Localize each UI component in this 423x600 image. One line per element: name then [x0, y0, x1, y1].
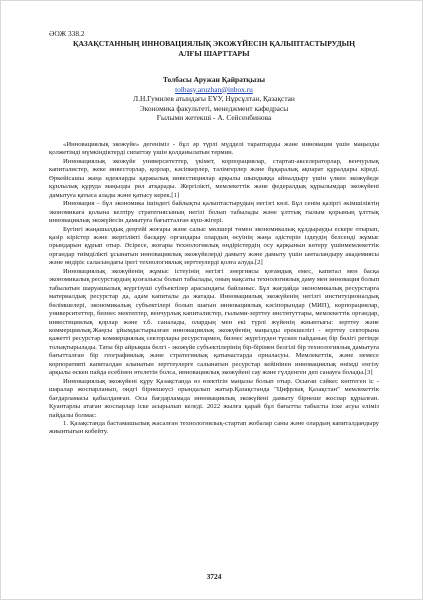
article-title	[49, 39, 379, 59]
author-block	[49, 75, 379, 123]
body-paragraph: «Инновациялық экожүйе» дегеніміз - бұл әр түрлі мүдделі тараптарды және инновация үшін маңызды қолжетімді мүмкіндіктерді сипаттау үшін қолданылатын термин.	[49, 141, 379, 157]
author-affiliation: Л.Н.Гумилев атындағы ЕҰУ, Нұрсұлтан, Қазақстан	[133, 94, 295, 104]
title-line-2: АЛҒЫ ШАРТТАРЫ	[178, 49, 250, 58]
author-advisor: Ғылыми жетекші - А. Сейсенбинова	[156, 113, 272, 123]
body-paragraph: Инновациялық экожүйенің жұмыс істеуінің негізгі энергиясы қоғамдық емес, капитал мен басқа экономикалық ресурстардың қозғалысы болып табылады, оның мақсаты технологиялық даму мен инновация болып табылатын шаруашылық жүргізуші субъектілер арасындағы байланыс. Бұл жағдайда экономикалық ресурстарға материалдық ресурстар да, адам капиталы да жатады. Инновациялық экожүйенің негізгі институционалдық бөлімшелері, экономикалық субъектілері болып шағын инновациялық кәсіпорындар (МИП), корпорациялар, университеттер, бизнес мектептер, венчурлық капиталистер, ғылыми-зерттеу институттары, мемлекеттік органдар, инвестициялық қорлар және т.б. саналады, олардың мен екі түрлі жүйенің жиынтығы: зерттеу және коммерциялық.Жаңсы ұйымдастырылған инновациялық экожүйенің маңызды ерекшелігі - зерттеу секторына қажетті ресурстар коммерциялық секторлары ресурстармен, бизнес жүргізуден түскен пайданың бір бөлігі ретінде толықтырылады. Таты бір айрықша белгі - экожүйе субъектілерінің бір-бірімен белгілі бір технологиялық дамытуға бағытталған бір географиялық және стратегиялық қатынастарда орналасуы. Мемлекеттік, және немесе корпоративті капиталдан алынатын зерттеулерге салынатын ресурстар кейінінен инновациялық өнімді енгізу арқылы өскен пайда есебінен өтелетін болса, инновациялық экожүйені сау және гүлденген деп санауға болады.[3]	[49, 267, 379, 377]
body-paragraph: Бүгінгі жаңашылдық деңгейі жоғары және салыс мөлшері төмен экономикалық құлдырауды ескере отырып, қазір кірістер және жергілікті басқару органдары олардың өсуінің жаңа әдістерін іздеудің белсенді жұмыс орындарын құрып отыр. Әсіресе, жоғары технологиялық өндірістердің осу қарқынын көтеру үшінмемлекеттік органдар тиімділікті ұсынатын инновациялық экожүйелерді дамыту және дамыту үшін ынталандыру академиясы және өндіріс саласындағы ірегі технологиялық зерттеулерді қолға алуда.[2]	[49, 225, 379, 267]
article-body	[49, 141, 379, 437]
body-paragraph: Инновациялық экожүйені құру Қазақстанда өз өзектігін маңызы болып отыр. Осыған сәйкес көптеген іс - шаралар жоспарланып, оидгі бірнешеусі орындалып жатыр.Қазақстанда "Цифрлық Қазақстан" мемлекеттік бағдарламасы қабылданған. Осы бағдарламада инновациялық экожүйені дамыту бірнеше жоспар құрылған. Қуантарлы атаған жоспарлар іске асырылып келеді. 2022 жылға қарай бұл бағытты табысты іске асуы еліміз пайдалы болмас:	[49, 377, 379, 419]
udc-code: ӘОЖ 338.2	[49, 29, 85, 38]
page-number: 3724	[206, 572, 222, 581]
author-name: Толбасы Аружан Қайратқызы	[162, 75, 266, 84]
body-paragraph: Инновациялық экожүйе университеттер, үкімет, корпорациялар, стартап-акселераторлар, венчурлық капиталистер, жеке инвесторлар, қорлар, кәсіпкерлер, тәлімгерлер және бұқаралық ақпарат құралдары кіреді. Өркейісашы жаңа идеяларды қаржылық инвестициялар арқылы шындыққа айналдыру үшін үлкен экожүйеде құнлылық құруда маңызды рөл атқарады. Жергілікті, мемлекеттік және федералдық құрылымдар экожүйені дамытуға қатыса алады және қатысу керек.[1]	[49, 157, 379, 199]
body-paragraph-list-item: 1. Қазақстанда бастамашылық жасалған технологиялық-стартап жобалар саны және олардың капиталдандыру жиынтығын кобейту.	[49, 419, 379, 436]
author-email[interactable]: tolbasy.aruzhan@inbox.ru	[175, 84, 253, 94]
title-line-1: ҚАЗАҚСТАННЫҢ ИННОВАЦИЯЛЫҚ ЭКОЖҮЙЕСІН ҚАЛЫПТАСТЫРУДЫҢ	[72, 39, 356, 48]
body-paragraph: Инновация – бұл экономика ішіндегі байлықты қалыптастырудың негізгі көзі. Бұл сенім қазіргі әкімшіліктің экономикаға қолына келтіру стратегиясының негізі болып табылады және ұлттық ғылым қорының ұлттық инновациялық экожүйесін дамытуға бағытталған күш-жігері.	[49, 200, 379, 225]
author-faculty: Экономика факультеті, менеджмент кафедрасы	[139, 103, 289, 113]
